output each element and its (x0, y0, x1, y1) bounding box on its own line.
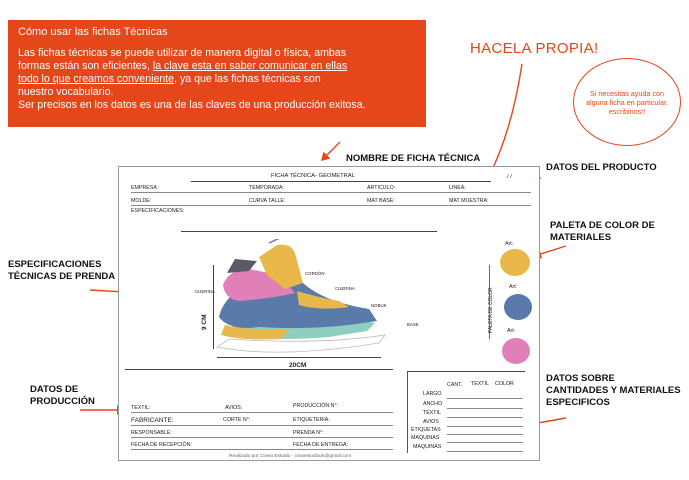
table-left-rule (407, 371, 408, 453)
table-row-textil: TEXTIL (423, 410, 441, 416)
dim-height: 9 CM (201, 314, 208, 330)
especificaciones-label: ESPECIFICACIONES: (131, 208, 185, 214)
instructions-line-2: formas están son eficientes, la clave esta en saber comunicar en ellas (18, 60, 348, 72)
corte-n-label: CORTE N°: (223, 417, 251, 423)
art-label-3: Art: (507, 328, 516, 334)
table-row-ancho: ANCHO (423, 401, 443, 407)
callout-datos-produccion: DATOS DE PRODUCCIÓN (30, 384, 95, 407)
label-base: BASE (407, 322, 419, 327)
table-rule-4 (447, 426, 523, 427)
table-rule-7 (447, 451, 523, 452)
arrow-hacela (490, 64, 522, 174)
avios-label: AVIOS: (225, 405, 243, 411)
callout-nombre-ficha: NOMBRE DE FICHA TÉCNICA (346, 153, 481, 164)
table-row-maquinas-1: MAQUINAS (411, 435, 440, 441)
textil-label: TEXTIL: (131, 405, 151, 411)
etiqueteria-label: ETIQUETERIA: (293, 417, 330, 423)
fecha-recepcion-label: FECHA DE RECEPCIÓN: (131, 442, 192, 448)
width-dimension-line (217, 357, 381, 358)
callout-datos-producto: DATOS DEL PRODUCTO (546, 162, 657, 173)
responsable-label: RESPONSABLE: (131, 430, 172, 436)
prenda-n-label: PRENDA N°: (293, 430, 324, 436)
hacela-propia-title: HACELA PROPIA! (470, 40, 599, 57)
row1-rule (131, 192, 531, 193)
label-cuerina-right: CUERINA (335, 286, 355, 291)
table-row-largo: LARGO (423, 391, 442, 397)
shoe-toe-yellow (297, 291, 349, 309)
callout-especificaciones: ESPECIFICACIONES TÉCNICAS DE PRENDA (8, 259, 116, 282)
technical-sheet (118, 166, 540, 461)
title-top-rule (191, 181, 491, 182)
curva-label: CURVA TALLE: (249, 198, 286, 204)
fabricante-label: FABRICANTE: (131, 417, 174, 424)
label-nobuk: NOBUK (371, 303, 387, 308)
paleta-divider (489, 265, 490, 339)
table-top-rule (407, 371, 525, 372)
linea-label: LINEA: (449, 185, 466, 191)
label-cordon: CORDÓN (305, 271, 325, 276)
mat-base-label: MAT BASE: (367, 198, 395, 204)
callout-cantidades: DATOS SOBRE CANTIDADES Y MATERIALES ESPECIFICOS (546, 373, 681, 408)
table-row-maquinas-2: MAQUINAS (413, 444, 442, 450)
swatch-1 (500, 249, 530, 276)
help-bubble: Si necesitas ayuda con alguna ficha en particular, escribinos!! (573, 58, 681, 146)
table-rule-5 (447, 434, 523, 435)
prod-row4-rule (131, 449, 393, 450)
table-row-avios: AVIOS (423, 419, 439, 425)
produccion-n-label: PRODUCCIÓN N°: (293, 403, 339, 409)
espec-rule (181, 231, 437, 232)
articulo-label: ARTICULO: (367, 185, 396, 191)
art-label-2: Art: (509, 284, 518, 290)
empresa-label: EMPRESA : (131, 185, 160, 191)
molde-label: MOLDE: (131, 198, 152, 204)
prod-row1-rule (131, 412, 393, 413)
footer-credit: Realizado por Creea Estudio - creaestudiook@gmail.com (229, 454, 352, 459)
table-header-cant: CANT. (447, 382, 463, 388)
swatch-3 (502, 338, 530, 364)
temporada-label: TEMPORADA: (249, 185, 285, 191)
table-rule-1 (447, 398, 523, 399)
height-dimension-line (213, 265, 214, 349)
table-header-textil: TEXTIL (471, 381, 489, 387)
table-rule-2 (447, 408, 523, 409)
fecha-entrega-label: FECHA DE ENTREGA: (293, 442, 349, 448)
prod-row2-rule (131, 425, 393, 426)
instructions-heading: Cómo usar las fichas Técnicas (18, 26, 168, 38)
shoe-illustration (199, 239, 399, 359)
instructions-line-4: nuestro vocabulario. (18, 86, 114, 98)
row2-rule (131, 205, 531, 206)
mat-muestra-label: MAT MUESTRA: (449, 198, 489, 204)
table-header-color: COLOR (495, 381, 514, 387)
art-label-1: Art: (505, 241, 514, 247)
sheet-title: FICHA TÉCNICA- GEOMETRAL (271, 173, 355, 179)
table-rule-6 (447, 442, 523, 443)
table-row-etiquetas: ETIQUETAS (411, 427, 441, 433)
production-top-rule (125, 369, 393, 370)
instructions-line-1: Las fichas técnicas se puede utilizar de manera digital o física, ambas (18, 47, 346, 59)
arrow-nombre (322, 142, 340, 160)
callout-paleta: PALETA DE COLOR DE MATERIALES (550, 220, 655, 243)
swatch-2 (504, 294, 532, 320)
date-field: / / (507, 174, 512, 180)
prod-row3-rule (131, 437, 393, 438)
dim-width: 20CM (289, 362, 307, 369)
instructions-line-3: todo lo que creamos conveniente, ya que las fichas técnicas son (18, 73, 321, 85)
table-rule-3 (447, 417, 523, 418)
label-cuerina-left: CUERINA (195, 289, 215, 294)
paleta-vertical-label: PALETA DE COLOR (488, 287, 494, 333)
instructions-line-5: Ser precisos en los datos es una de las claves de una producción exitosa. (18, 99, 366, 111)
